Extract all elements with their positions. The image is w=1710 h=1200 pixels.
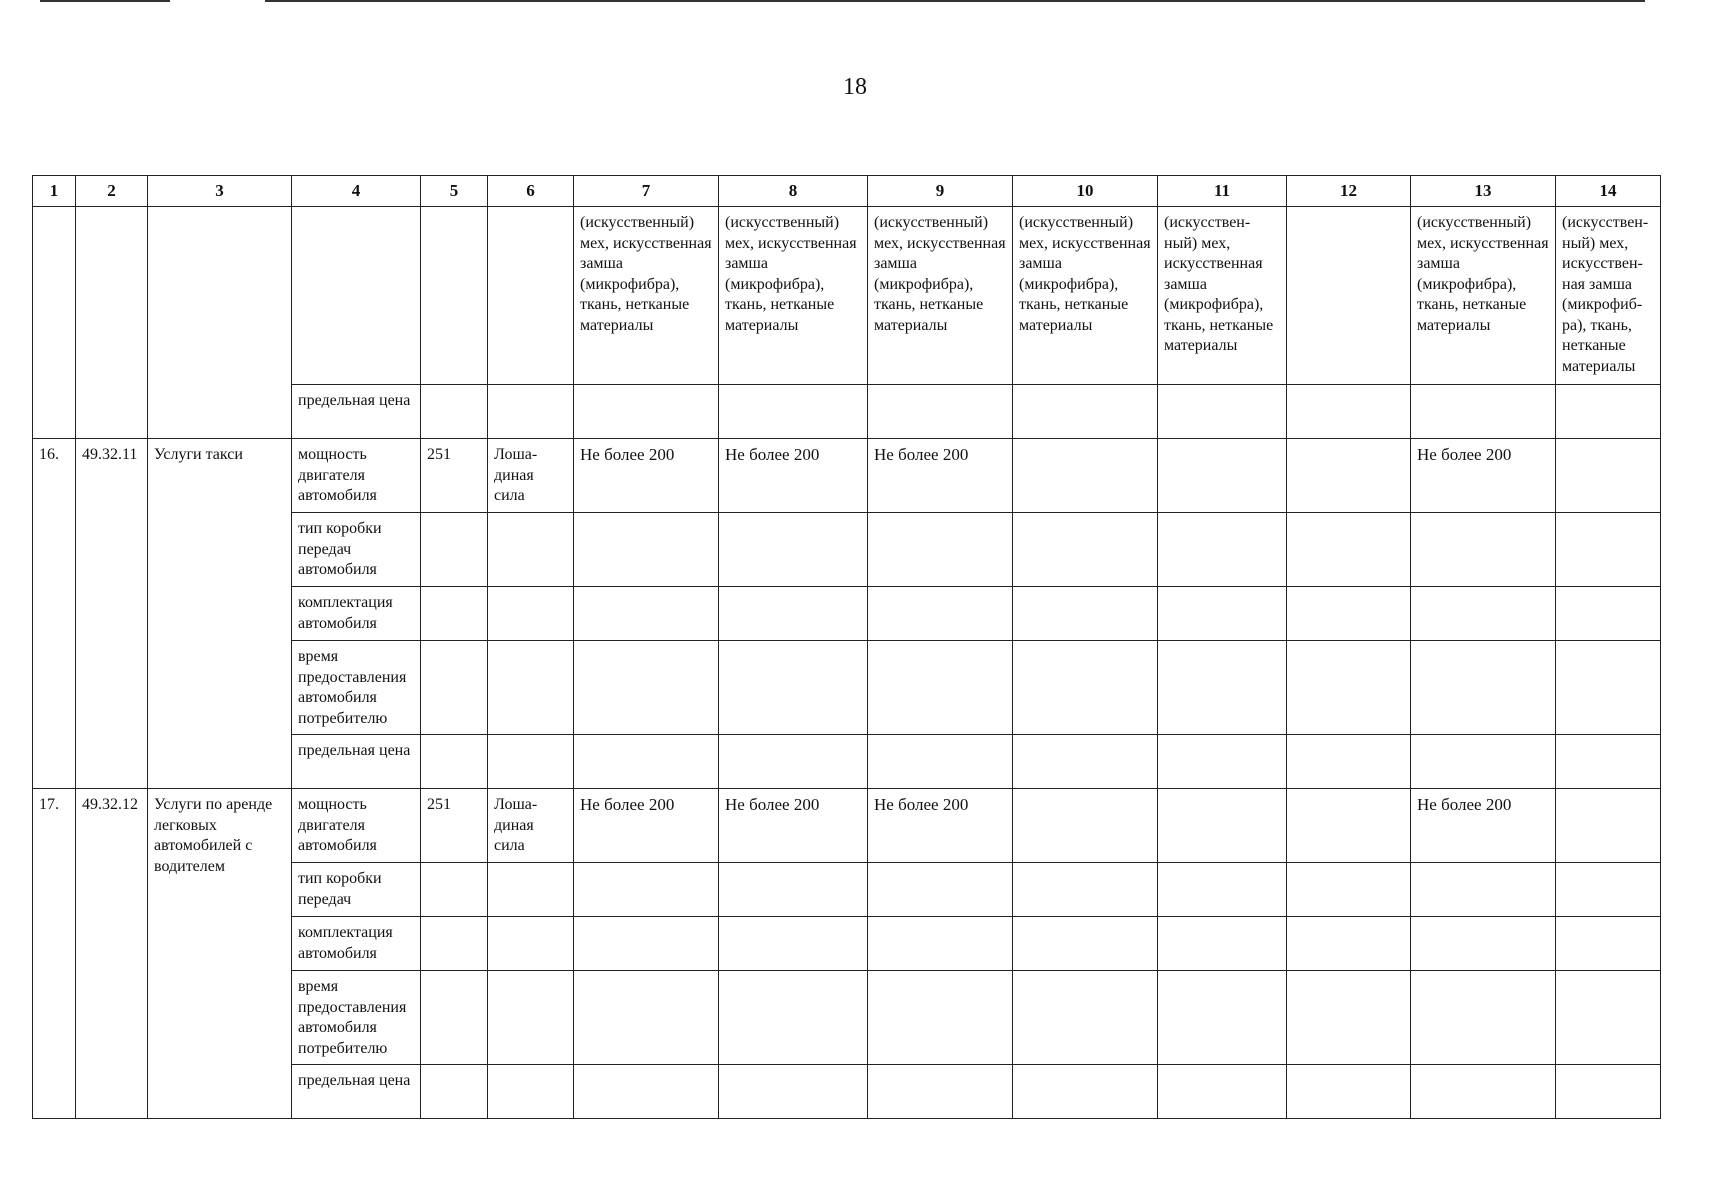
cell-empty [421,207,488,385]
cell-empty [488,863,574,917]
materials-col9: (искусственный) мех, искусственная замша (микрофибра), ткань, нетканые материалы [868,207,1013,385]
cell-empty [1556,587,1661,641]
cell-empty [1287,641,1411,735]
cell-empty [488,1065,574,1119]
cell-empty [1287,917,1411,971]
cell-empty [719,513,868,587]
row16-engine-power [33,439,1661,513]
cell-empty [868,971,1013,1065]
row16-number: 16. [33,439,76,789]
cell-empty [1556,385,1661,439]
cell-empty [1158,439,1287,513]
characteristic-label: мощность двигателя автомобиля [292,439,421,513]
cell-empty [421,385,488,439]
row16-limit-col13: Не более 200 [1411,439,1556,513]
row17-unit-code: 251 [421,789,488,863]
cell-empty [1556,439,1661,513]
cell-empty [488,735,574,789]
cell-empty [868,641,1013,735]
cell-empty [1287,789,1411,863]
cell-empty [1158,735,1287,789]
row17-limit-col9: Не более 200 [868,789,1013,863]
cell-empty [1013,863,1158,917]
cell-empty [1013,735,1158,789]
characteristic-label: комплектация автомобиля [292,917,421,971]
characteristic-label: предельная цена [292,385,421,439]
cell-empty [574,1065,719,1119]
cell-empty [1411,917,1556,971]
cell-empty [1287,587,1411,641]
cell-empty [1158,917,1287,971]
cell-empty [1287,863,1411,917]
row16-limit-col8: Не более 200 [719,439,868,513]
characteristic-label: комплектация автомобиля [292,587,421,641]
cell-empty [1287,735,1411,789]
cell-empty [574,735,719,789]
row17-unit-name: Лоша-диная сила [488,789,574,863]
materials-col8: (искусственный) мех, искусственная замша (микрофибра), ткань, нетканые материалы [719,207,868,385]
cell-empty [488,641,574,735]
cell-empty [1013,789,1158,863]
cell-empty [868,385,1013,439]
col-header-5: 5 [421,176,488,207]
col-header-4: 4 [292,176,421,207]
cell-empty [719,863,868,917]
cell-empty [1158,641,1287,735]
col-header-7: 7 [574,176,719,207]
col-header-13: 13 [1411,176,1556,207]
characteristic-label: мощность двигателя автомобиля [292,789,421,863]
cell-empty [1013,513,1158,587]
cell-empty [1013,971,1158,1065]
cell-empty [421,1065,488,1119]
cell-empty [488,971,574,1065]
cell-empty [1556,513,1661,587]
cell-empty [719,917,868,971]
cell-empty [1411,513,1556,587]
cell-empty [1158,513,1287,587]
cell-empty [421,863,488,917]
cell-empty [868,1065,1013,1119]
characteristic-label: тип коробки передач автомобиля [292,513,421,587]
cell-empty [1158,789,1287,863]
cell-empty [1287,207,1411,385]
cell-empty [719,735,868,789]
page-number: 18 [843,74,867,100]
cell-empty [868,513,1013,587]
characteristic-label: тип коробки передач [292,863,421,917]
cell-empty [421,641,488,735]
cell-empty [574,917,719,971]
cell-empty [1013,385,1158,439]
column-number-row [33,176,1661,207]
row17-number: 17. [33,789,76,1119]
cell-empty [719,385,868,439]
row17-service-name: Услуги по аренде легковых автомобилей с водителем [148,789,292,1119]
cell-empty [719,641,868,735]
cell-empty [1287,1065,1411,1119]
cell-empty [488,385,574,439]
cell-empty [1013,439,1158,513]
cell-empty [868,863,1013,917]
row17-limit-col7: Не более 200 [574,789,719,863]
row17-limit-col8: Не более 200 [719,789,868,863]
cell-empty [421,587,488,641]
cell-empty [1158,971,1287,1065]
cell-empty [719,587,868,641]
row16-limit-col9: Не более 200 [868,439,1013,513]
cell-empty [1287,971,1411,1065]
characteristic-label: предельная цена [292,1065,421,1119]
row16-unit-code: 251 [421,439,488,513]
row16-service-name: Услуги такси [148,439,292,789]
cell-empty [1158,1065,1287,1119]
cell-empty [1556,917,1661,971]
cell-empty [1158,863,1287,917]
col-header-11: 11 [1158,176,1287,207]
cell-empty [1013,587,1158,641]
cell-empty [1411,1065,1556,1119]
cell-empty [148,207,292,439]
characteristic-label: время предоставления автомобиля потребителю [292,641,421,735]
cell-empty [76,207,148,439]
cell-empty [574,971,719,1065]
cell-empty [868,587,1013,641]
cell-empty [1411,587,1556,641]
materials-col7: (искусственный) мех, искусственная замша (микрофибра), ткань, нетканые материалы [574,207,719,385]
row16-limit-col7: Не более 200 [574,439,719,513]
materials-col10: (искусственный) мех, искусственная замша (микрофибра), ткань, нетканые материалы [1013,207,1158,385]
cell-empty [292,207,421,385]
row16-unit-name: Лоша-диная сила [488,439,574,513]
cell-empty [719,1065,868,1119]
cell-empty [488,207,574,385]
col-header-9: 9 [868,176,1013,207]
cell-empty [1411,735,1556,789]
cell-empty [421,971,488,1065]
cell-empty [1158,587,1287,641]
top-rule-left [40,0,170,2]
cell-empty [574,641,719,735]
cell-empty [574,513,719,587]
requirements-table [32,175,1661,1119]
cell-empty [1556,735,1661,789]
cell-empty [868,917,1013,971]
cell-empty [1158,385,1287,439]
cell-empty [719,971,868,1065]
col-header-8: 8 [719,176,868,207]
row16-code: 49.32.11 [76,439,148,789]
cell-empty [1556,641,1661,735]
cell-empty [33,207,76,439]
col-header-10: 10 [1013,176,1158,207]
materials-col14: (искусствен-ный) мех, искусствен-ная замша (микрофиб-ра), ткань, нетканые материалы [1556,207,1661,385]
cell-empty [1013,1065,1158,1119]
col-header-2: 2 [76,176,148,207]
col-header-6: 6 [488,176,574,207]
cell-empty [421,513,488,587]
characteristic-label: предельная цена [292,735,421,789]
cell-empty [488,513,574,587]
cell-empty [1013,917,1158,971]
cell-empty [1411,971,1556,1065]
cell-empty [421,917,488,971]
cell-empty [868,735,1013,789]
cell-empty [1556,971,1661,1065]
col-header-1: 1 [33,176,76,207]
cell-empty [1411,385,1556,439]
col-header-14: 14 [1556,176,1661,207]
top-rule-center [265,0,1645,2]
cell-empty [1287,385,1411,439]
cell-empty [488,587,574,641]
materials-col11: (искусствен-ный) мех, искусственная замша (микрофибра), ткань, нетканые материалы [1158,207,1287,385]
cell-empty [1556,863,1661,917]
row17-code: 49.32.12 [76,789,148,1119]
cell-empty [574,863,719,917]
col-header-3: 3 [148,176,292,207]
characteristic-label: время предоставления автомобиля потребителю [292,971,421,1065]
cell-empty [1411,641,1556,735]
cell-empty [421,735,488,789]
cell-empty [1411,863,1556,917]
materials-col13: (искусственный) мех, искусственная замша (микрофибра), ткань, нетканые материалы [1411,207,1556,385]
row17-engine-power [33,789,1661,863]
cell-empty [1013,641,1158,735]
row17-limit-col13: Не более 200 [1411,789,1556,863]
cell-empty [1287,439,1411,513]
cell-empty [1287,513,1411,587]
cell-empty [574,587,719,641]
cell-empty [1556,789,1661,863]
continuation-materials-row [33,207,1661,385]
cell-empty [1556,1065,1661,1119]
cell-empty [488,917,574,971]
cell-empty [574,385,719,439]
col-header-12: 12 [1287,176,1411,207]
